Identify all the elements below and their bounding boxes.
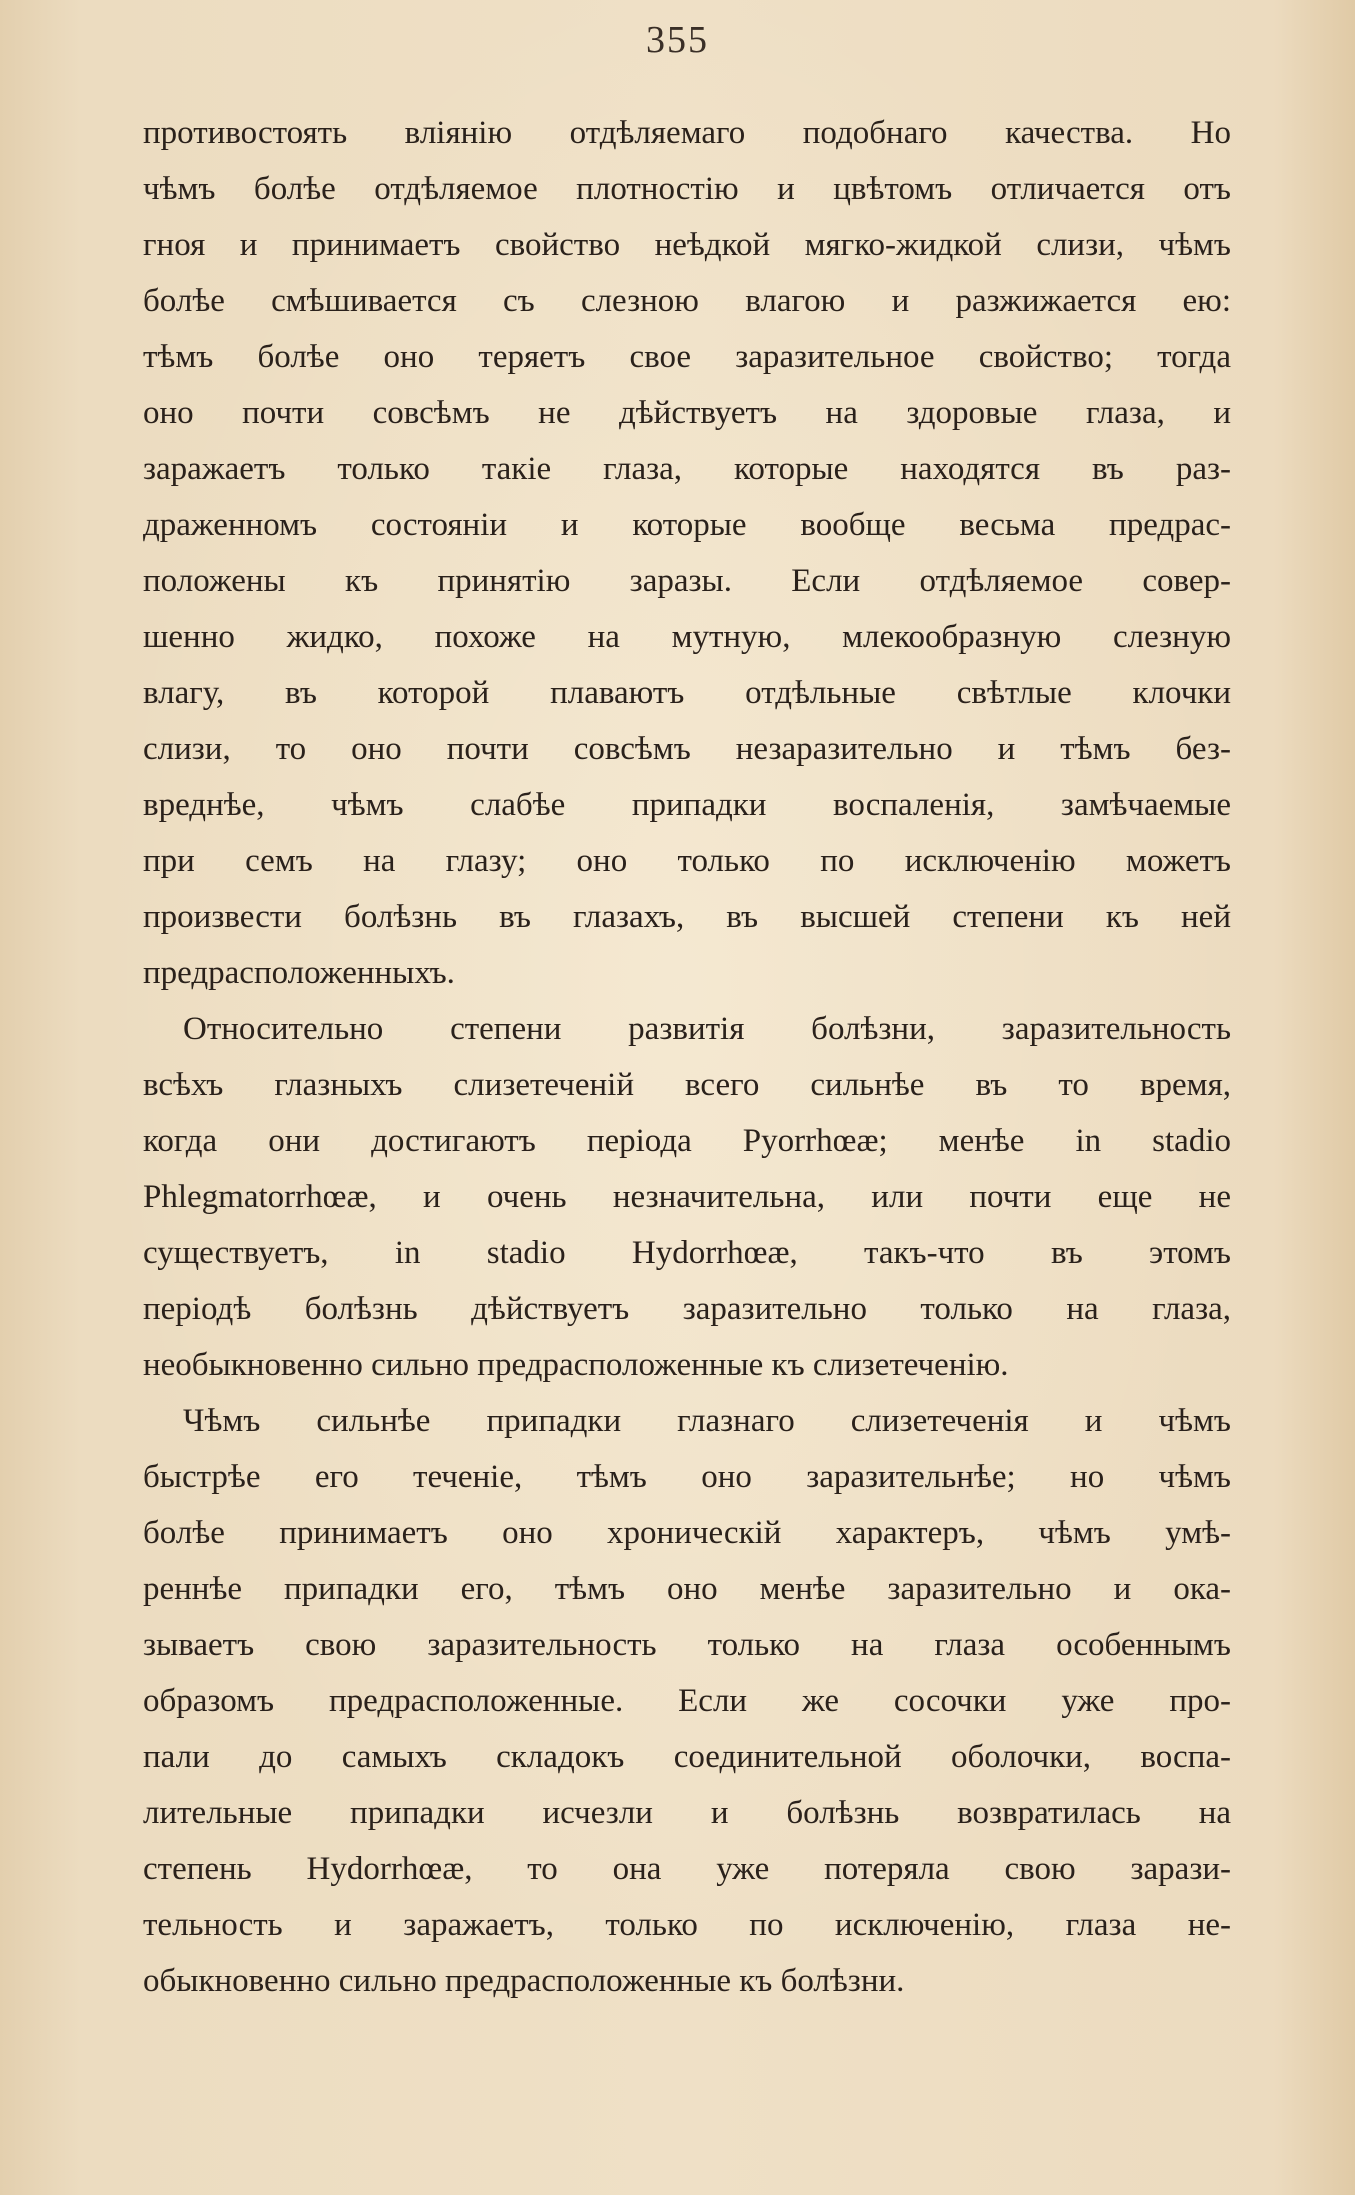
text-line: слизи, то оно почти совсѣмъ незаразительно и тѣмъ без- — [143, 731, 1231, 767]
text-line: періодѣ болѣзнь дѣйствуетъ заразительно только на глаза, — [143, 1291, 1231, 1327]
text-line: когда они достигаютъ періода Pyorrhœæ; менѣе in stadio — [143, 1123, 1231, 1159]
text-line: произвести болѣзнь въ глазахъ, въ высшей степени къ ней — [143, 899, 1231, 935]
text-line: тельность и заражаетъ, только по исключенію, глаза не- — [143, 1907, 1231, 1943]
text-line: Относительно степени развитія болѣзни, заразительность — [183, 1011, 1231, 1047]
paragraph-2 — [143, 1001, 1231, 1393]
text-line: предрасположенныхъ. — [143, 955, 455, 991]
text-line: противостоять вліянію отдѣляемаго подобнаго качества. Но — [143, 115, 1231, 151]
text-line: Phlegmatorrhœæ, и очень незначительна, или почти еще не — [143, 1179, 1231, 1215]
text-line: болѣе принимаетъ оно хроническій характеръ, чѣмъ умѣ- — [143, 1515, 1231, 1551]
body-text — [143, 105, 1231, 2009]
text-line: оно почти совсѣмъ не дѣйствуетъ на здоровые глаза, и — [143, 395, 1231, 431]
text-line: образомъ предрасположенные. Если же сосочки уже про- — [143, 1683, 1231, 1719]
paragraph-3 — [143, 1393, 1231, 2009]
text-line: обыкновенно сильно предрасположенные къ болѣзни. — [143, 1963, 905, 1999]
text-line: Чѣмъ сильнѣе припадки глазнаго слизетеченія и чѣмъ — [183, 1403, 1231, 1439]
text-line: вреднѣе, чѣмъ слабѣе припадки воспаленія, замѣчаемые — [143, 787, 1231, 823]
text-line: гноя и принимаетъ свойство неѣдкой мягко-жидкой слизи, чѣмъ — [143, 227, 1231, 263]
text-line: быстрѣе его теченіе, тѣмъ оно заразительнѣе; но чѣмъ — [143, 1459, 1231, 1495]
text-line: драженномъ состояніи и которые вообще весьма предрас- — [143, 507, 1231, 543]
text-line: при семъ на глазу; оно только по исключенію можетъ — [143, 843, 1231, 879]
text-line: шенно жидко, похоже на мутную, млекообразную слезную — [143, 619, 1231, 655]
text-line: влагу, въ которой плаваютъ отдѣльные свѣтлые клочки — [143, 675, 1231, 711]
text-line: всѣхъ глазныхъ слизетеченій всего сильнѣе въ то время, — [143, 1067, 1231, 1103]
text-line: чѣмъ болѣе отдѣляемое плотностію и цвѣтомъ отличается отъ — [143, 171, 1231, 207]
text-line: заражаетъ только такіе глаза, которые находятся въ раз- — [143, 451, 1231, 487]
text-line: зываетъ свою заразительность только на глаза особеннымъ — [143, 1627, 1231, 1663]
text-line: необыкновенно сильно предрасположенные къ слизетеченію. — [143, 1347, 1009, 1383]
text-line: тѣмъ болѣе оно теряетъ свое заразительное свойство; тогда — [143, 339, 1231, 375]
text-line: реннѣе припадки его, тѣмъ оно менѣе заразительно и ока- — [143, 1571, 1231, 1607]
page-number: 355 — [646, 19, 709, 61]
text-line: существуетъ, in stadio Hydorrhœæ, такъ-что въ этомъ — [143, 1235, 1231, 1271]
text-line: лительные припадки исчезли и болѣзнь возвратилась на — [143, 1795, 1231, 1831]
text-line: степень Hydorrhœæ, то она уже потеряла свою зарази- — [143, 1851, 1231, 1887]
paragraph-1 — [143, 105, 1231, 1001]
text-line: болѣе смѣшивается съ слезною влагою и разжижается ею: — [143, 283, 1231, 319]
text-line: пали до самыхъ складокъ соединительной оболочки, воспа- — [143, 1739, 1231, 1775]
text-line: положены къ принятію заразы. Если отдѣляемое совер- — [143, 563, 1231, 599]
